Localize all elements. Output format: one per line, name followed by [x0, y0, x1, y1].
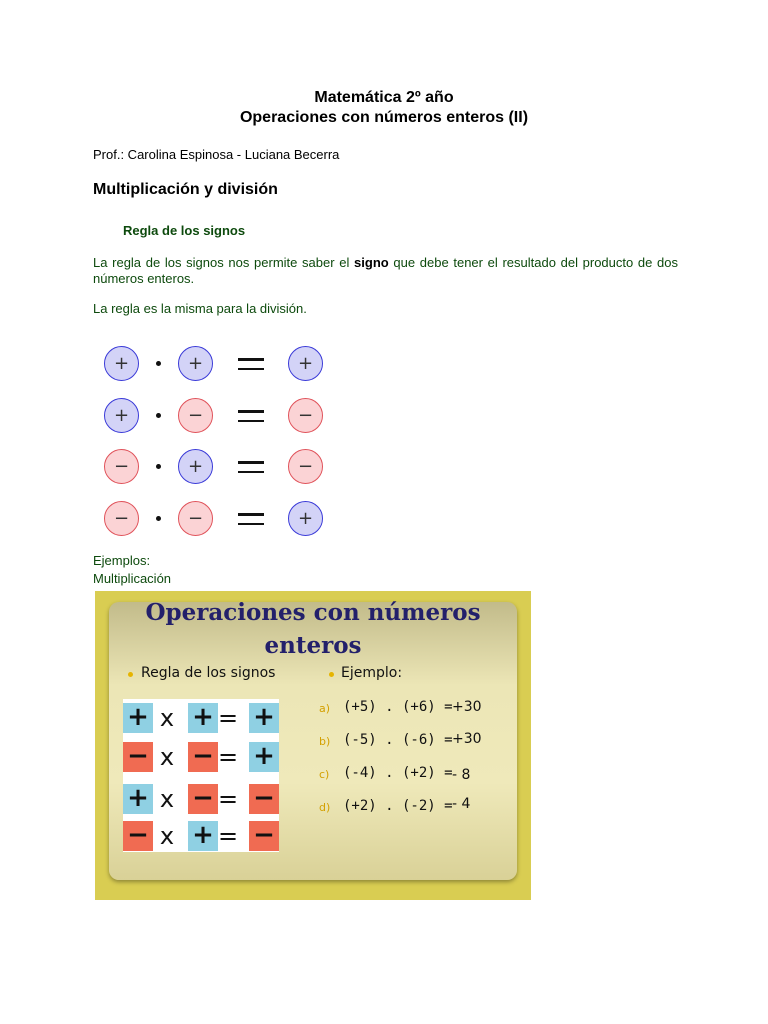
- examples-label: Ejemplos:: [93, 553, 151, 568]
- example-result: - 4: [452, 796, 471, 812]
- slide-title-line2: enteros: [264, 632, 362, 659]
- example-result: +30: [452, 699, 482, 715]
- times-symbol: x: [159, 704, 175, 732]
- minus-square: −: [123, 821, 153, 851]
- minus-square: −: [123, 742, 153, 772]
- equals-sign: [238, 410, 264, 422]
- example-letter: d): [319, 801, 331, 814]
- plus-square: +: [188, 703, 218, 733]
- times-symbol: x: [159, 743, 175, 771]
- minus-square: −: [249, 821, 279, 851]
- sign-circle: +: [288, 501, 323, 536]
- multiply-dot: [156, 516, 161, 521]
- plus-square: +: [123, 784, 153, 814]
- professors: Prof.: Carolina Espinosa - Luciana Becerra: [93, 147, 340, 162]
- example-letter: b): [319, 735, 331, 748]
- page-title-line1: Matemática 2º año: [314, 89, 454, 106]
- paragraph-division: La regla es la misma para la división.: [93, 301, 307, 316]
- plus-square: +: [123, 703, 153, 733]
- example-expression: (-5) . (-6) =: [343, 732, 453, 748]
- example-letter: a): [319, 702, 331, 715]
- multiply-dot: [156, 361, 161, 366]
- sign-circle: +: [288, 346, 323, 381]
- sign-circle: −: [104, 449, 139, 484]
- sign-circle: −: [178, 398, 213, 433]
- minus-square: −: [249, 784, 279, 814]
- sign-grid: [123, 699, 279, 852]
- minus-square: −: [188, 784, 218, 814]
- example-expression: (+5) . (+6) =: [343, 699, 453, 715]
- slide-bullet-rules: Regla de los signos: [141, 665, 276, 681]
- sign-circle: −: [178, 501, 213, 536]
- bullet-icon: [329, 672, 334, 677]
- plus-square: +: [249, 703, 279, 733]
- equals-symbol: =: [217, 704, 239, 732]
- sign-circle: −: [288, 398, 323, 433]
- sign-circle: −: [104, 501, 139, 536]
- subheading: Regla de los signos: [123, 223, 246, 238]
- sign-circle: −: [288, 449, 323, 484]
- sign-circle: +: [104, 346, 139, 381]
- equals-symbol: =: [217, 785, 239, 813]
- equals-sign: [238, 461, 264, 473]
- slide-bullet-example: Ejemplo:: [341, 665, 403, 681]
- slide-title-line1: Operaciones con números: [145, 599, 481, 626]
- plus-square: +: [188, 821, 218, 851]
- example-expression: (-4) . (+2) =: [343, 765, 453, 781]
- examples-sublabel: Multiplicación: [93, 571, 172, 586]
- paragraph-rule: La regla de los signos nos permite saber el signo que debe tener el resultado del producto de dos números enteros.: [93, 255, 678, 286]
- sign-circle: +: [178, 449, 213, 484]
- multiply-dot: [156, 464, 161, 469]
- bullet-icon: [128, 672, 133, 677]
- sign-circle: +: [178, 346, 213, 381]
- equals-symbol: =: [217, 743, 239, 771]
- example-slide: [95, 591, 531, 900]
- example-letter: c): [319, 768, 330, 781]
- minus-square: −: [188, 742, 218, 772]
- example-result: +30: [452, 731, 482, 747]
- example-expression: (+2) . (-2) =: [343, 798, 453, 814]
- sign-circle: +: [104, 398, 139, 433]
- example-result: - 8: [452, 767, 471, 783]
- page-title-line2: Operaciones con números enteros (II): [239, 109, 529, 126]
- multiply-dot: [156, 413, 161, 418]
- equals-symbol: =: [217, 822, 239, 850]
- equals-sign: [238, 358, 264, 370]
- plus-square: +: [249, 742, 279, 772]
- times-symbol: x: [159, 822, 175, 850]
- equals-sign: [238, 513, 264, 525]
- times-symbol: x: [159, 785, 175, 813]
- section-heading: Multiplicación y división: [93, 181, 278, 198]
